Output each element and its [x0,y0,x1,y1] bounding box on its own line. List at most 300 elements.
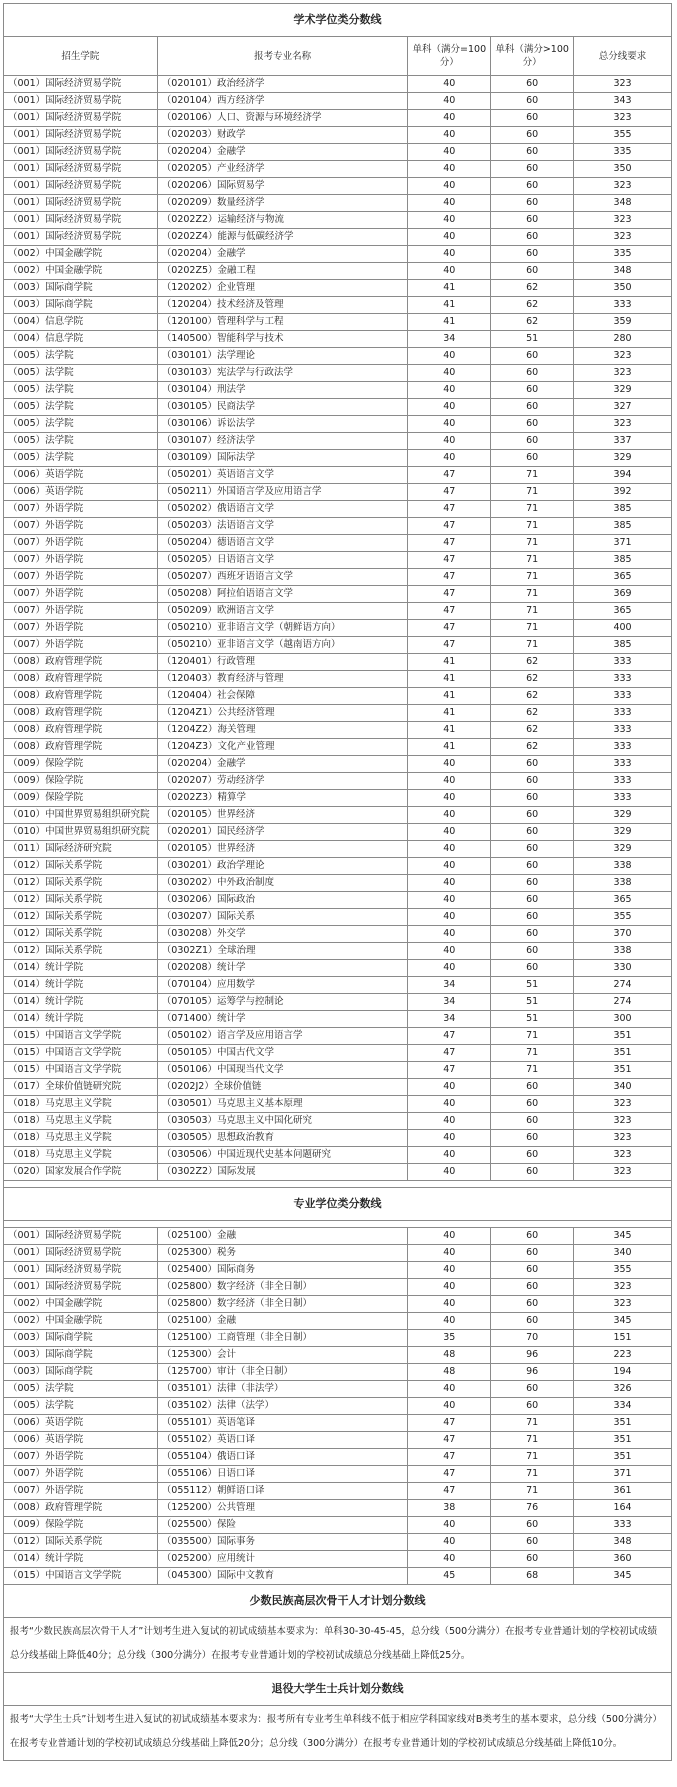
cell-single-100: 40 [408,1262,491,1279]
table-row [4,1483,672,1500]
cell-major: （045300）国际中文教育 [157,1568,408,1585]
cell-single-100: 40 [408,416,491,433]
cell-single-100: 34 [408,994,491,1011]
cell-major: （050203）法语语言文学 [157,518,408,535]
header-single-100: 单科（满分=100分） [408,37,491,76]
cell-major: （030201）政治学理论 [157,858,408,875]
cell-single-over-100: 60 [491,93,574,110]
table-row [4,1130,672,1147]
cell-total: 335 [574,144,672,161]
cell-major: （025400）国际商务 [157,1262,408,1279]
cell-major: （025100）金融 [157,1313,408,1330]
cell-single-100: 40 [408,1130,491,1147]
table-row [4,1164,672,1181]
cell-total: 400 [574,620,672,637]
table-row [4,1228,672,1245]
cell-single-over-100: 62 [491,688,574,705]
cell-college: （007）外语学院 [4,552,158,569]
cell-major: （020205）产业经济学 [157,161,408,178]
cell-single-100: 40 [408,76,491,93]
cell-college: （006）英语学院 [4,484,158,501]
cell-college: （007）外语学院 [4,569,158,586]
cell-major: （125200）公共管理 [157,1500,408,1517]
table-row [4,637,672,654]
cell-single-100: 40 [408,229,491,246]
cell-college: （005）法学院 [4,433,158,450]
cell-single-over-100: 60 [491,1262,574,1279]
cell-single-over-100: 71 [491,1045,574,1062]
cell-college: （012）国际关系学院 [4,858,158,875]
cell-major: （055102）英语口译 [157,1432,408,1449]
cell-single-over-100: 71 [491,586,574,603]
cell-college: （008）政府管理学院 [4,654,158,671]
cell-major: （125700）审计（非全日制） [157,1364,408,1381]
cell-total: 338 [574,943,672,960]
cell-major: （0202Z4）能源与低碳经济学 [157,229,408,246]
cell-single-100: 40 [408,1164,491,1181]
cell-total: 334 [574,1398,672,1415]
cell-single-over-100: 60 [491,1517,574,1534]
cell-major: （030505）思想政治教育 [157,1130,408,1147]
minority-title: 少数民族高层次骨干人才计划分数线 [4,1585,672,1618]
cell-total: 194 [574,1364,672,1381]
cell-single-100: 40 [408,1534,491,1551]
cell-major: （050106）中国现当代文学 [157,1062,408,1079]
cell-single-over-100: 60 [491,161,574,178]
cell-single-over-100: 60 [491,1130,574,1147]
cell-single-100: 40 [408,1517,491,1534]
cell-college: （007）外语学院 [4,535,158,552]
cell-major: （025800）数字经济（非全日制） [157,1296,408,1313]
cell-total: 355 [574,1262,672,1279]
table-row [4,1147,672,1164]
cell-single-100: 40 [408,1079,491,1096]
cell-total: 327 [574,399,672,416]
table-row [4,807,672,824]
table-row [4,1517,672,1534]
cell-single-over-100: 60 [491,824,574,841]
cell-major: （050207）西班牙语语言文学 [157,569,408,586]
cell-single-over-100: 60 [491,246,574,263]
cell-single-100: 40 [408,1228,491,1245]
cell-college: （015）中国语言文学学院 [4,1062,158,1079]
cell-single-over-100: 71 [491,484,574,501]
cell-major: （050209）欧洲语言文学 [157,603,408,620]
cell-major: （020106）人口、资源与环境经济学 [157,110,408,127]
table-row [4,229,672,246]
cell-single-over-100: 60 [491,960,574,977]
cell-single-100: 47 [408,552,491,569]
cell-major: （030506）中国近现代史基本问题研究 [157,1147,408,1164]
cell-total: 340 [574,1079,672,1096]
cell-major: （050211）外国语言学及应用语言学 [157,484,408,501]
cell-single-100: 40 [408,450,491,467]
cell-total: 323 [574,178,672,195]
table-row [4,365,672,382]
cell-major: （125300）会计 [157,1347,408,1364]
cell-college: （008）政府管理学院 [4,739,158,756]
cell-single-over-100: 60 [491,858,574,875]
veteran-section [4,1673,672,1761]
cell-major: （030105）民商法学 [157,399,408,416]
cell-total: 385 [574,501,672,518]
table-row [4,1432,672,1449]
table-row [4,1245,672,1262]
cell-major: （050204）德语语言文学 [157,535,408,552]
cell-single-over-100: 60 [491,875,574,892]
table-row [4,263,672,280]
cell-total: 274 [574,977,672,994]
cell-total: 223 [574,1347,672,1364]
table-row [4,297,672,314]
cell-college: （010）中国世界贸易组织研究院 [4,824,158,841]
cell-major: （020203）财政学 [157,127,408,144]
cell-college: （005）法学院 [4,365,158,382]
cell-total: 333 [574,773,672,790]
veteran-title: 退役大学生士兵计划分数线 [4,1673,672,1706]
cell-single-100: 47 [408,1432,491,1449]
cell-single-100: 40 [408,1279,491,1296]
table-row [4,841,672,858]
cell-single-over-100: 71 [491,620,574,637]
cell-total: 323 [574,1130,672,1147]
cell-total: 323 [574,1164,672,1181]
cell-total: 355 [574,909,672,926]
cell-college: （004）信息学院 [4,314,158,331]
cell-college: （005）法学院 [4,450,158,467]
cell-single-over-100: 60 [491,756,574,773]
cell-major: （020207）劳动经济学 [157,773,408,790]
cell-total: 343 [574,93,672,110]
table-row [4,1279,672,1296]
cell-total: 351 [574,1432,672,1449]
cell-single-100: 40 [408,824,491,841]
cell-single-100: 40 [408,161,491,178]
cell-single-over-100: 60 [491,1534,574,1551]
table-row [4,1466,672,1483]
table-row [4,620,672,637]
cell-single-100: 41 [408,654,491,671]
cell-total: 345 [574,1313,672,1330]
table-row [4,93,672,110]
cell-total: 300 [574,1011,672,1028]
cell-college: （014）统计学院 [4,994,158,1011]
cell-total: 351 [574,1045,672,1062]
cell-college: （006）英语学院 [4,1415,158,1432]
cell-single-100: 41 [408,705,491,722]
cell-single-over-100: 60 [491,1313,574,1330]
cell-college: （002）中国金融学院 [4,1296,158,1313]
cell-major: （030503）马克思主义中国化研究 [157,1113,408,1130]
cell-major: （0202Z2）运输经济与物流 [157,212,408,229]
score-line-document [3,3,672,1761]
cell-single-100: 34 [408,331,491,348]
cell-single-over-100: 60 [491,1164,574,1181]
cell-major: （120401）行政管理 [157,654,408,671]
cell-total: 345 [574,1228,672,1245]
cell-single-over-100: 60 [491,76,574,93]
cell-major: （030106）诉讼法学 [157,416,408,433]
cell-college: （005）法学院 [4,348,158,365]
cell-single-over-100: 60 [491,229,574,246]
cell-college: （001）国际经济贸易学院 [4,212,158,229]
cell-total: 365 [574,892,672,909]
cell-total: 348 [574,1534,672,1551]
table-row [4,1028,672,1045]
table-row [4,501,672,518]
table-row [4,1449,672,1466]
table-row [4,1500,672,1517]
table-row [4,603,672,620]
cell-single-over-100: 62 [491,722,574,739]
cell-total: 333 [574,790,672,807]
cell-single-over-100: 60 [491,1113,574,1130]
cell-single-over-100: 60 [491,127,574,144]
cell-college: （001）国际经济贸易学院 [4,1245,158,1262]
cell-total: 329 [574,807,672,824]
cell-single-over-100: 71 [491,1449,574,1466]
cell-single-100: 41 [408,722,491,739]
cell-college: （007）外语学院 [4,603,158,620]
cell-college: （015）中国语言文学学院 [4,1028,158,1045]
cell-single-100: 34 [408,977,491,994]
cell-single-100: 47 [408,603,491,620]
professional-title: 专业学位类分数线 [4,1188,672,1221]
table-row [4,1398,672,1415]
cell-college: （007）外语学院 [4,620,158,637]
cell-single-over-100: 60 [491,1279,574,1296]
table-row [4,773,672,790]
cell-single-100: 40 [408,1245,491,1262]
cell-college: （001）国际经济贸易学院 [4,1262,158,1279]
table-row [4,654,672,671]
table-row [4,382,672,399]
cell-college: （005）法学院 [4,382,158,399]
cell-college: （018）马克思主义学院 [4,1147,158,1164]
header-major: 报考专业名称 [157,37,408,76]
table-row [4,331,672,348]
cell-single-100: 40 [408,433,491,450]
cell-college: （012）国际关系学院 [4,909,158,926]
cell-single-over-100: 60 [491,892,574,909]
cell-single-100: 38 [408,1500,491,1517]
cell-single-100: 41 [408,739,491,756]
cell-total: 385 [574,552,672,569]
cell-major: （055101）英语笔译 [157,1415,408,1432]
cell-major: （030206）国际政治 [157,892,408,909]
cell-total: 392 [574,484,672,501]
cell-single-100: 40 [408,841,491,858]
table-row [4,280,672,297]
cell-single-100: 40 [408,1113,491,1130]
cell-single-over-100: 96 [491,1347,574,1364]
cell-single-100: 47 [408,535,491,552]
cell-total: 360 [574,1551,672,1568]
cell-college: （001）国际经济贸易学院 [4,1228,158,1245]
cell-single-over-100: 71 [491,552,574,569]
cell-college: （007）外语学院 [4,1449,158,1466]
table-row [4,569,672,586]
cell-single-over-100: 60 [491,365,574,382]
cell-single-over-100: 60 [491,450,574,467]
cell-major: （020201）国民经济学 [157,824,408,841]
cell-single-over-100: 51 [491,977,574,994]
table-row [4,450,672,467]
cell-single-100: 40 [408,365,491,382]
cell-single-100: 40 [408,1313,491,1330]
cell-major: （025100）金融 [157,1228,408,1245]
table-row [4,875,672,892]
cell-college: （001）国际经济贸易学院 [4,76,158,93]
cell-college: （001）国际经济贸易学院 [4,1279,158,1296]
cell-total: 355 [574,127,672,144]
cell-college: （007）外语学院 [4,586,158,603]
cell-single-over-100: 51 [491,1011,574,1028]
cell-college: （008）政府管理学院 [4,722,158,739]
cell-single-over-100: 60 [491,110,574,127]
veteran-note: 报考“大学生士兵”计划考生进入复试的初试成绩基本要求为：报考所有专业考生单科线不低于相应学科国家线对B类考生的基本要求，总分线（500分满分）在报考专业普通计划的学校初试成绩总分线基础上降低20分；总分线（300分满分）在报考专业普通计划的学校初试成绩总分线基础上降低10分。 [4,1706,672,1761]
cell-major: （035500）国际事务 [157,1534,408,1551]
cell-single-100: 40 [408,195,491,212]
cell-college: （012）国际关系学院 [4,926,158,943]
cell-college: （011）国际经济研究院 [4,841,158,858]
cell-college: （017）全球价值链研究院 [4,1079,158,1096]
cell-single-over-100: 60 [491,807,574,824]
cell-college: （015）中国语言文学学院 [4,1045,158,1062]
cell-college: （014）统计学院 [4,1551,158,1568]
cell-single-100: 47 [408,620,491,637]
cell-single-100: 40 [408,178,491,195]
cell-total: 351 [574,1449,672,1466]
cell-college: （004）信息学院 [4,331,158,348]
cell-total: 323 [574,1096,672,1113]
table-row [4,1381,672,1398]
cell-college: （008）政府管理学院 [4,705,158,722]
cell-total: 345 [574,1568,672,1585]
table-row [4,518,672,535]
table-row [4,195,672,212]
cell-single-100: 47 [408,501,491,518]
cell-single-over-100: 60 [491,1398,574,1415]
cell-major: （030208）外交学 [157,926,408,943]
cell-single-over-100: 60 [491,263,574,280]
cell-single-over-100: 51 [491,331,574,348]
cell-major: （071400）统计学 [157,1011,408,1028]
cell-single-over-100: 60 [491,1096,574,1113]
cell-major: （050202）俄语语言文学 [157,501,408,518]
table-row [4,399,672,416]
cell-total: 350 [574,161,672,178]
academic-rows [4,76,672,1181]
cell-total: 385 [574,637,672,654]
cell-major: （020204）金融学 [157,756,408,773]
table-row [4,586,672,603]
table-row [4,858,672,875]
cell-total: 337 [574,433,672,450]
cell-total: 385 [574,518,672,535]
cell-single-over-100: 60 [491,416,574,433]
cell-college: （020）国家发展合作学院 [4,1164,158,1181]
cell-total: 333 [574,297,672,314]
cell-total: 394 [574,467,672,484]
header-total: 总分线要求 [574,37,672,76]
cell-college: （010）中国世界贸易组织研究院 [4,807,158,824]
cell-college: （003）国际商学院 [4,280,158,297]
cell-single-100: 48 [408,1347,491,1364]
cell-college: （007）外语学院 [4,518,158,535]
cell-college: （014）统计学院 [4,960,158,977]
table-row [4,484,672,501]
cell-single-over-100: 60 [491,144,574,161]
cell-total: 323 [574,110,672,127]
cell-single-over-100: 62 [491,705,574,722]
cell-college: （006）英语学院 [4,1432,158,1449]
cell-single-over-100: 60 [491,1079,574,1096]
cell-total: 329 [574,824,672,841]
cell-total: 329 [574,450,672,467]
cell-single-over-100: 60 [491,1245,574,1262]
cell-total: 351 [574,1062,672,1079]
cell-college: （005）法学院 [4,1398,158,1415]
cell-total: 333 [574,688,672,705]
cell-single-100: 47 [408,1483,491,1500]
table-row [4,1568,672,1585]
table-row [4,892,672,909]
cell-single-over-100: 68 [491,1568,574,1585]
cell-college: （018）马克思主义学院 [4,1130,158,1147]
header-single-over-100: 单科（满分>100分） [491,37,574,76]
cell-single-over-100: 62 [491,654,574,671]
cell-single-100: 40 [408,807,491,824]
cell-major: （050205）日语语言文学 [157,552,408,569]
cell-single-over-100: 70 [491,1330,574,1347]
cell-single-100: 47 [408,1449,491,1466]
cell-single-100: 40 [408,790,491,807]
cell-single-over-100: 71 [491,1062,574,1079]
table-row [4,1096,672,1113]
table-row [4,1062,672,1079]
cell-major: （050210）亚非语言文学（朝鲜语方向） [157,620,408,637]
cell-total: 323 [574,212,672,229]
cell-college: （008）政府管理学院 [4,688,158,705]
table-row [4,76,672,93]
cell-college: （007）外语学院 [4,637,158,654]
cell-major: （0202Z3）精算学 [157,790,408,807]
cell-college: （012）国际关系学院 [4,875,158,892]
cell-college: （018）马克思主义学院 [4,1096,158,1113]
cell-total: 323 [574,229,672,246]
cell-single-over-100: 71 [491,637,574,654]
table-row [4,994,672,1011]
cell-single-over-100: 60 [491,212,574,229]
cell-single-over-100: 51 [491,994,574,1011]
cell-major: （120100）管理科学与工程 [157,314,408,331]
cell-single-100: 40 [408,382,491,399]
cell-college: （009）保险学院 [4,773,158,790]
cell-single-over-100: 71 [491,1483,574,1500]
cell-single-100: 48 [408,1364,491,1381]
cell-single-100: 40 [408,858,491,875]
cell-single-100: 40 [408,93,491,110]
cell-major: （025200）应用统计 [157,1551,408,1568]
table-row [4,790,672,807]
cell-single-over-100: 62 [491,739,574,756]
cell-major: （020101）政治经济学 [157,76,408,93]
cell-total: 371 [574,535,672,552]
cell-single-over-100: 60 [491,943,574,960]
cell-total: 164 [574,1500,672,1517]
cell-college: （008）政府管理学院 [4,1500,158,1517]
